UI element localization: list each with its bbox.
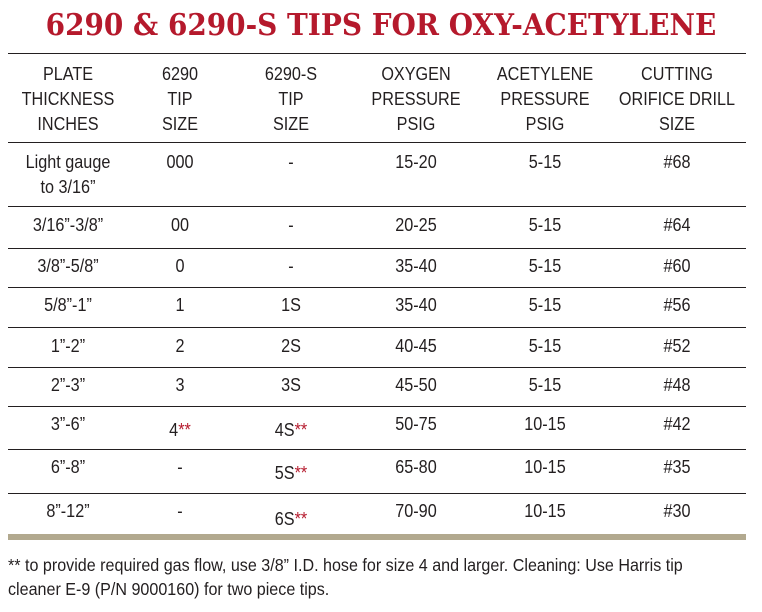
cell-value: 15-20 [395,152,437,172]
table-cell [487,254,604,279]
table-cell [140,213,221,238]
table-cell [487,293,604,318]
bottom-rule [8,534,746,540]
cell-value: 4S [274,420,295,440]
cell-value: 000 [166,152,194,172]
cell-value: #35 [663,457,691,477]
row-divider [8,327,746,328]
cell-value: 6S [274,509,295,529]
cell-value: 2 [175,336,185,356]
table-cell [242,150,341,175]
table-cell [10,455,127,480]
table-cell [610,373,745,398]
cell-value: #52 [663,336,691,356]
cell-value: #48 [663,375,691,395]
cell-value: 1 [175,295,185,315]
cell-value: 5S [274,463,295,483]
cell-value: 2”-3” [50,375,86,395]
row-divider [8,449,746,450]
table-cell [362,254,470,279]
cell-value: #30 [663,501,691,521]
cell-value: 10-15 [524,414,566,434]
top-rule [8,53,746,54]
cell-value: - [288,152,294,172]
table-cell [140,455,221,480]
cell-value: - [177,501,183,521]
column-header: ACETYLENE PRESSURE PSIG [496,64,594,134]
table-cell [610,334,745,359]
table-cell [140,499,221,524]
table-cell [10,213,127,238]
cell-value: 6”-8” [50,457,86,477]
cell-value: 0 [175,256,185,276]
row-divider [8,206,746,207]
table-cell [362,455,470,480]
asterisk-note-marker: ** [294,463,308,483]
table-title: 6290 & 6290-S TIPS FOR OXY-ACETYLENE [45,8,717,43]
table-cell [242,254,341,279]
table-cell [140,373,221,398]
table-cell [610,150,745,175]
cell-value: 3”-6” [50,414,86,434]
table-cell [242,334,341,359]
table-cell [487,213,604,238]
table-cell [362,334,470,359]
cell-value: 8”-12” [46,501,90,521]
cell-value: 50-75 [395,414,437,434]
table-cell [362,412,470,437]
cell-value: 20-25 [395,215,437,235]
asterisk-note-marker: ** [294,420,308,440]
table-cell [10,412,127,437]
table-cell [362,293,470,318]
cell-value: 3 [175,375,185,395]
table-cell [362,499,470,524]
table-cell [610,455,745,480]
cell-value: 5-15 [528,336,562,356]
table-cell [242,461,341,486]
row-divider [8,406,746,407]
table-cell [610,254,745,279]
asterisk-note-marker: ** [178,420,191,440]
column-header: CUTTING ORIFICE DRILL SIZE [618,64,736,134]
table-cell [10,254,127,279]
row-divider [8,287,746,288]
row-divider [8,493,746,494]
table-cell [487,412,604,437]
cell-value: 1”-2” [50,336,86,356]
table-cell [610,412,745,437]
column-header: 6290 TIP SIZE [161,64,199,134]
cell-value: 3S [281,375,301,395]
cell-value: 2S [281,336,301,356]
cell-value: 65-80 [395,457,437,477]
column-header: PLATE THICKNESS INCHES [21,64,115,134]
cell-value: 10-15 [524,501,566,521]
table-cell [487,373,604,398]
table-cell [242,507,341,532]
table-cell [140,254,221,279]
table-cell [487,150,604,175]
asterisk-note-marker: ** [294,509,308,529]
cell-value: - [288,256,294,276]
table-cell [10,334,127,359]
table-cell [140,293,221,318]
cell-value: 1S [281,295,301,315]
table-cell [140,418,221,443]
cell-value: 5-15 [528,375,562,395]
cell-value: 3/16”-3/8” [32,215,104,235]
table-cell [242,213,341,238]
cell-value: 40-45 [395,336,437,356]
cell-value: 5-15 [528,152,562,172]
cell-value: 35-40 [395,256,437,276]
table-cell [10,150,127,200]
row-divider [8,367,746,368]
cell-value: 10-15 [524,457,566,477]
table-cell [487,334,604,359]
cell-value: #56 [663,295,691,315]
table-cell [242,373,341,398]
cell-value: 5-15 [528,295,562,315]
table-cell [362,373,470,398]
table-cell [140,334,221,359]
column-header: OXYGEN PRESSURE PSIG [371,64,461,134]
cell-value: #60 [663,256,691,276]
column-header: 6290-S TIP SIZE [264,64,318,134]
cell-value: 4 [169,420,179,440]
cell-value: - [288,215,294,235]
cell-value: #64 [663,215,691,235]
cell-value: 45-50 [395,375,437,395]
table-cell [242,293,341,318]
table-cell [610,499,745,524]
table-cell [487,455,604,480]
row-divider [8,248,746,249]
table-cell [610,213,745,238]
cell-value: 5-15 [528,215,562,235]
header-rule [8,142,746,143]
table-cell [242,418,341,443]
cell-value: 35-40 [395,295,437,315]
cell-value: 5-15 [528,256,562,276]
table-cell [362,213,470,238]
table-cell [610,293,745,318]
table-cell [362,150,470,175]
cell-value: 5/8”-1” [44,295,92,315]
cell-value: #68 [663,152,691,172]
cell-value: 3/8”-5/8” [37,256,99,276]
footnote: ** to provide required gas flow, use 3/8” I.D. hose for size 4 and larger. Cleaning: Use Harris tip cleaner E-9 (P/N 9000160) for two piece tips. [8,555,683,599]
table-cell [140,150,221,175]
table-cell [10,293,127,318]
cell-value: 70-90 [395,501,437,521]
cell-value: 00 [170,215,190,235]
table-cell [487,499,604,524]
table-cell [10,373,127,398]
cell-value: - [177,457,183,477]
table-cell [10,499,127,524]
cell-value: #42 [663,414,691,434]
cell-value: Light gauge to 3/16” [25,152,111,197]
